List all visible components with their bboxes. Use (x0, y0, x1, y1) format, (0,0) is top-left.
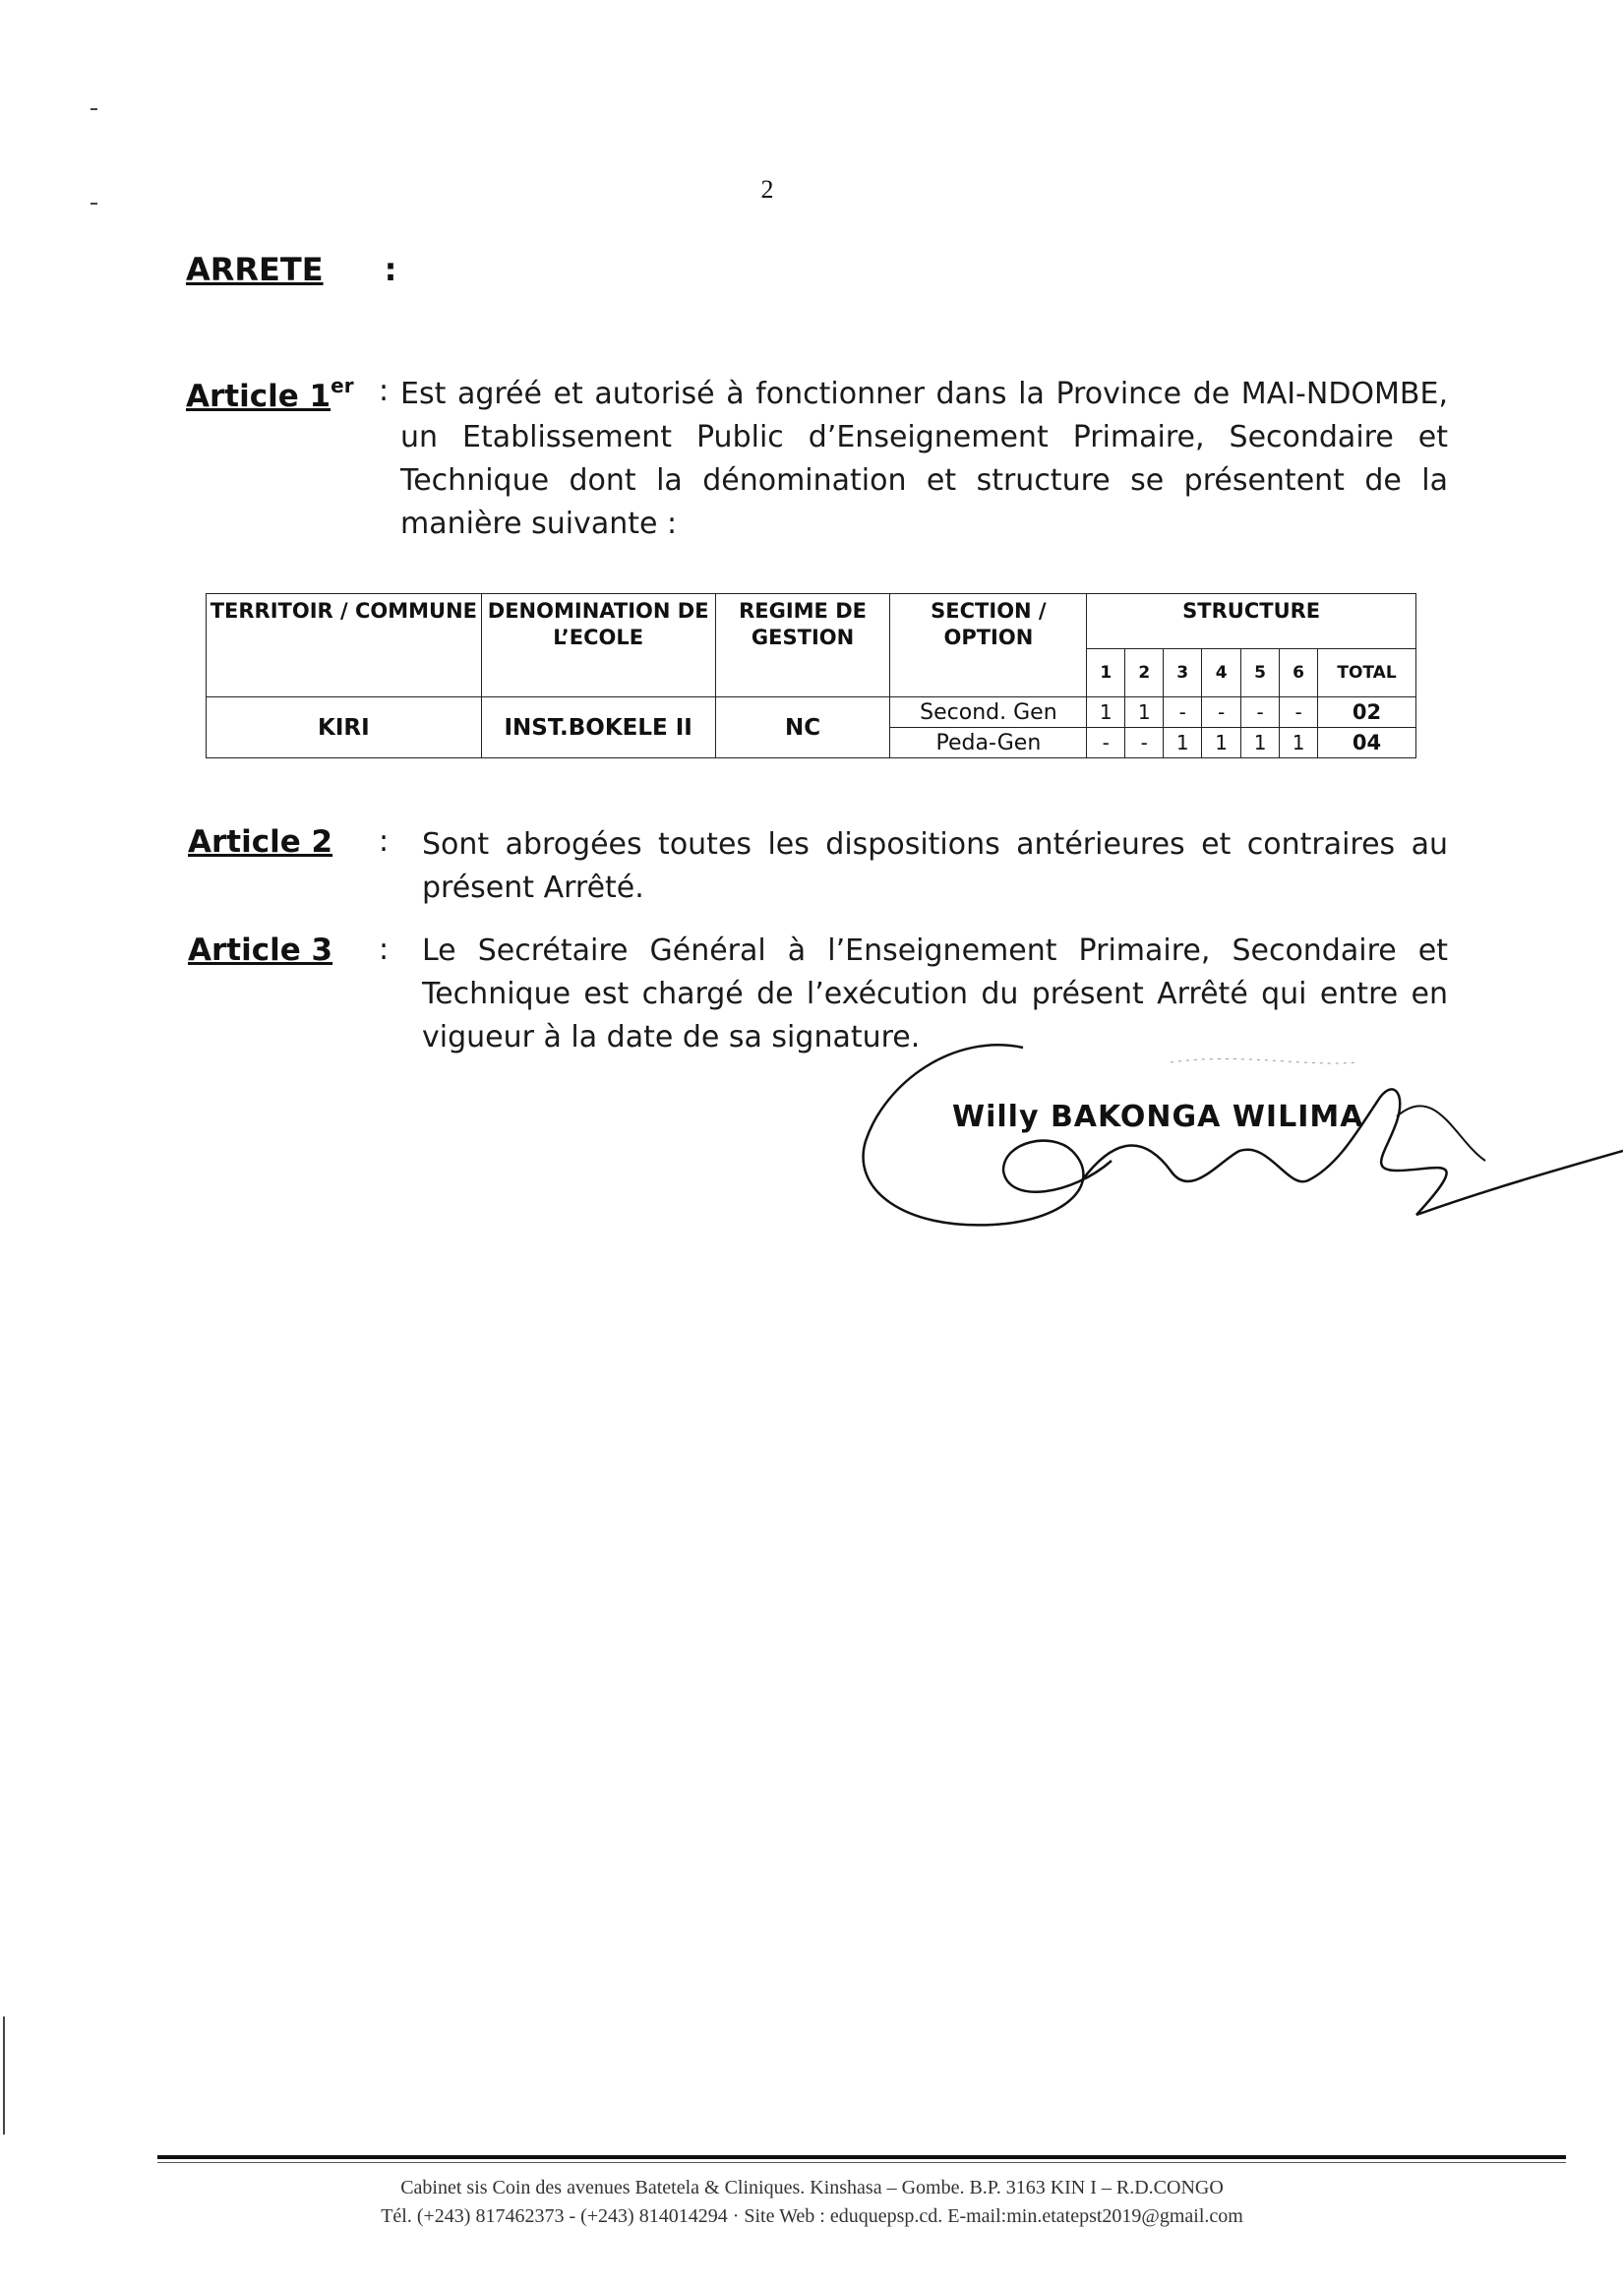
article-1-colon: : (379, 374, 390, 408)
footer-contact: Tél. (+243) 817462373 - (+243) 814014294 · Site Web : eduquepsp.cd. E-mail:min.etatepst2019@gmail.com (381, 2205, 1243, 2227)
decree-heading-title: ARRETE (186, 251, 324, 288)
scan-mark (90, 108, 97, 110)
cell-option-2-year-4: 1 (1202, 728, 1241, 758)
header-year-1: 1 (1087, 649, 1125, 697)
article-3-colon: : (379, 933, 390, 967)
decree-heading-colon: : (384, 251, 397, 288)
cell-option-2-year-3: 1 (1164, 728, 1202, 758)
article-1-label (186, 374, 354, 414)
cell-option-1-total: 02 (1318, 697, 1416, 728)
article-1-label-sup: er (331, 374, 354, 397)
article-2-label-text: Article 2 (188, 824, 333, 860)
header-structure: STRUCTURE (1087, 594, 1416, 649)
signatory-name: Willy BAKONGA WILIMA (952, 1100, 1364, 1134)
cell-option-1-year-6: - (1280, 697, 1318, 728)
page-number: 2 (760, 175, 774, 204)
header-territoire: TERRITOIR / COMMUNE (207, 594, 482, 697)
article-3-label-text: Article 3 (188, 933, 333, 968)
cell-option-1-year-4: - (1202, 697, 1241, 728)
cell-option-2-year-1: - (1087, 728, 1125, 758)
cell-option-2-year-2: - (1125, 728, 1164, 758)
header-year-2: 2 (1125, 649, 1164, 697)
header-year-5: 5 (1241, 649, 1280, 697)
decree-heading (186, 251, 396, 288)
article-1-text: Est agréé et autorisé à fonctionner dans la Province de MAI-NDOMBE, un Etablissement Public d’Enseignement Primaire, Secondaire et Technique dont la dénomination et structure se présentent de la manière suivante : (400, 377, 1448, 541)
header-section: SECTION / OPTION (890, 594, 1087, 697)
article-3-label (188, 933, 332, 968)
article-2-colon: : (379, 824, 390, 859)
scan-mark (3, 2016, 5, 2135)
cell-denomination: INST.BOKELE II (481, 697, 715, 758)
cell-option-2-total: 04 (1318, 728, 1416, 758)
cell-option-1: Second. Gen (890, 697, 1087, 728)
cell-option-1-year-1: 1 (1087, 697, 1125, 728)
article-2-label (188, 824, 332, 860)
article-1-label-text: Article 1 (186, 379, 331, 414)
handwritten-signature (846, 1023, 1623, 1259)
footer-address: Cabinet sis Coin des avenues Batetela & Cliniques. Kinshasa – Gombe. B.P. 3163 KIN I – R.D.CONGO (400, 2177, 1224, 2198)
structure-table (206, 593, 1416, 758)
header-total: TOTAL (1318, 649, 1416, 697)
cell-option-1-year-2: 1 (1125, 697, 1164, 728)
cell-option-2-year-6: 1 (1280, 728, 1318, 758)
cell-option-2-year-5: 1 (1241, 728, 1280, 758)
footer-rule-thin (157, 2162, 1566, 2163)
header-denomination: DENOMINATION DE L’ECOLE (481, 594, 715, 697)
cell-option-1-year-5: - (1241, 697, 1280, 728)
article-3-text: Le Secrétaire Général à l’Enseignement Primaire, Secondaire et Technique est chargé de l’exécution du présent Arrêté qui entre en vigueur à la date de sa signature. (422, 933, 1448, 1054)
header-year-3: 3 (1164, 649, 1202, 697)
article-2-text: Sont abrogées toutes les dispositions antérieures et contraires au présent Arrêté. (422, 827, 1448, 905)
header-regime: REGIME DE GESTION (715, 594, 890, 697)
footer-rule (157, 2155, 1566, 2159)
header-year-6: 6 (1280, 649, 1318, 697)
header-year-4: 4 (1202, 649, 1241, 697)
cell-option-1-year-3: - (1164, 697, 1202, 728)
cell-regime: NC (715, 697, 890, 758)
table-row (207, 697, 1416, 728)
cell-option-2: Peda-Gen (890, 728, 1087, 758)
cell-territoire: KIRI (207, 697, 482, 758)
